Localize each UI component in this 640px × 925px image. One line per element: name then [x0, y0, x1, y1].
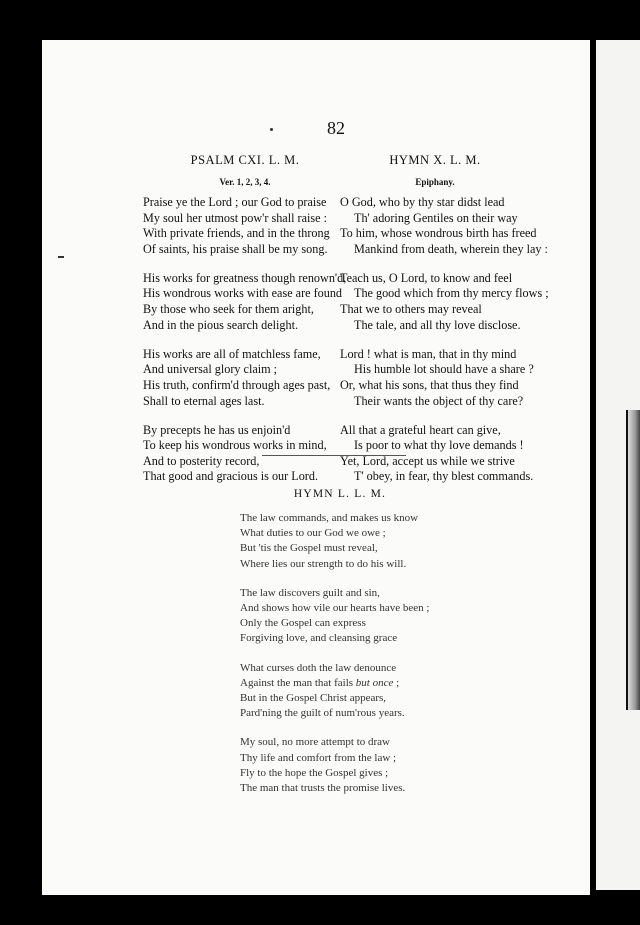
verse-line: But 'tis the Gospel must reveal,: [240, 542, 378, 555]
margin-mark: [58, 256, 64, 258]
verse-line: That good and gracious is our Lord.: [143, 469, 318, 484]
verse-line: And universal glory claim ;: [143, 362, 278, 377]
verse-line: His works are all of matchless fame,: [143, 346, 321, 361]
emphasis-text: but once: [355, 676, 394, 689]
right-hymn-subtitle: Epiphany.: [415, 177, 455, 187]
verse-line: To keep his wondrous works in mind,: [143, 438, 327, 453]
stanza: [143, 347, 346, 409]
verse-line: Th' adoring Gentiles on their way: [354, 210, 518, 225]
stanza: [143, 271, 346, 333]
stanza: [340, 347, 549, 409]
verse-line: Forgiving love, and cleansing grace: [240, 632, 398, 645]
verse-line: Mankind from death, wherein they lay :: [354, 241, 548, 256]
verse-line: Shall to eternal ages last.: [143, 393, 265, 408]
verse-line: And in the pious search delight.: [143, 317, 299, 332]
verse-line: [240, 676, 429, 691]
verse-line: By precepts he has us enjoin'd: [143, 422, 291, 437]
verse-line: The law commands, and makes us know: [240, 512, 419, 524]
verse-line: Their wants the object of thy care?: [354, 393, 524, 408]
verse-line: Thy life and comfort from the law ;: [240, 751, 397, 764]
verse-line: Yet, Lord, accept us while we strive: [340, 453, 515, 468]
stanza: [340, 271, 549, 333]
verse-text: Against the man that fails: [240, 676, 356, 689]
verse-text: ;: [393, 676, 400, 689]
printer-mark: [270, 128, 273, 131]
verse-line: All that a grateful heart can give,: [340, 422, 501, 437]
verse-line: My soul her utmost pow'r shall raise :: [143, 210, 327, 225]
verse-line: The good which from thy mercy flows ;: [354, 286, 549, 301]
verse-line: His works for greatness though renown'd,: [143, 270, 347, 285]
verse-line: Teach us, O Lord, to know and feel: [340, 270, 513, 285]
verse-line: T' obey, in fear, thy blest commands.: [354, 469, 534, 484]
verse-line: Lord ! what is man, that in thy mind: [340, 346, 517, 361]
verse-line: Or, what his sons, that thus they find: [340, 377, 519, 392]
verse-line: But in the Gospel Christ appears,: [240, 692, 387, 705]
left-hymn-body: [143, 195, 346, 499]
adjacent-page-edge: [596, 40, 640, 890]
right-hymn-body: [340, 195, 549, 499]
verse-line: Praise ye the Lord ; our God to praise: [143, 195, 327, 209]
verse-line: Fly to the hope the Gospel gives ;: [240, 766, 389, 779]
stanza: [340, 423, 549, 485]
verse-line: The law discovers guilt and sin,: [240, 586, 380, 599]
verse-line: Is poor to what thy love demands !: [354, 438, 524, 453]
verse-line: His truth, confirm'd through ages past,: [143, 377, 331, 392]
verse-line: To him, whose wondrous birth has freed: [340, 226, 537, 241]
verse-line: What curses doth the law denounce: [240, 661, 397, 674]
stanza: [340, 195, 549, 257]
right-hymn-title: HYMN X. L. M.: [389, 153, 481, 167]
page-number: 82: [327, 118, 345, 138]
stanza: [240, 735, 429, 796]
verse-line: My soul, no more attempt to draw: [240, 736, 391, 749]
stanza: [143, 195, 346, 257]
stanza: [143, 423, 346, 485]
verse-line: And shows how vile our hearts have been ;: [240, 602, 430, 615]
verse-line: His humble lot should have a share ?: [354, 362, 534, 377]
verse-line: What duties to our God we owe ;: [240, 527, 386, 540]
verse-line: With private friends, and in the throng: [143, 226, 330, 241]
verse-line: His wondrous works with ease are found: [143, 286, 343, 301]
verse-line: That we to others may reveal: [340, 302, 482, 317]
stanza: [240, 661, 429, 722]
verse-line: And to posterity record,: [143, 453, 260, 468]
verse-line: Where lies our strength to do his will.: [240, 557, 407, 570]
verse-line: By those who seek for them aright,: [143, 302, 314, 317]
verse-line: O God, who by thy star didst lead: [340, 195, 505, 209]
verse-line: The man that trusts the promise lives.: [240, 782, 406, 795]
bottom-hymn-title: HYMN L. L. M.: [293, 488, 387, 500]
book-spine-edge: [626, 410, 640, 710]
verse-line: The tale, and all thy love disclose.: [354, 317, 521, 332]
verse-line: Only the Gospel can express: [240, 617, 366, 630]
stanza: [240, 511, 429, 572]
left-hymn-title: PSALM CXI. L. M.: [190, 153, 300, 167]
verse-line: Pard'ning the guilt of num'rous years.: [240, 707, 405, 720]
section-divider: [262, 455, 406, 456]
bottom-hymn-body: [240, 511, 429, 810]
left-hymn-subtitle: Ver. 1, 2, 3, 4.: [219, 177, 271, 187]
verse-line: Of saints, his praise shall be my song.: [143, 241, 328, 256]
stanza: [240, 586, 429, 647]
